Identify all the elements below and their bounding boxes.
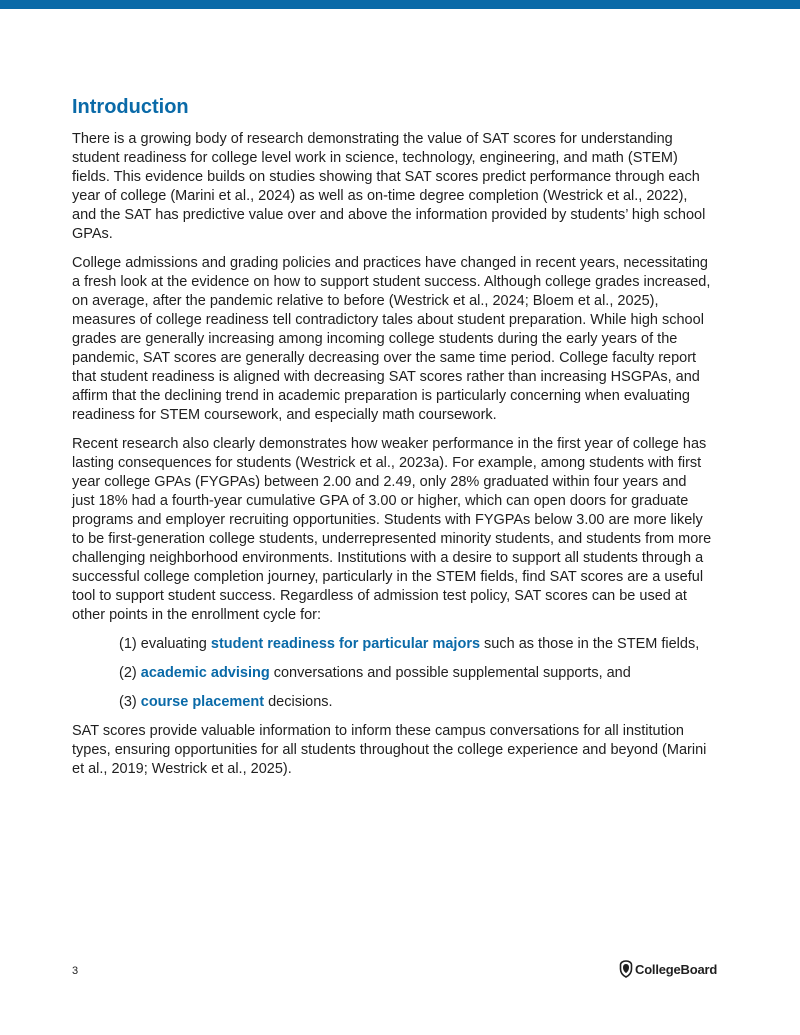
list-item-1 xyxy=(119,635,712,654)
section-heading: Introduction xyxy=(72,96,189,118)
top-accent-bar xyxy=(0,0,800,9)
list-item-highlight: student readiness for particular majors xyxy=(210,636,481,652)
list-item-2 xyxy=(119,664,712,683)
paragraph-1: There is a growing body of research demonstrating the value of SAT scores for understanding student readiness for college level work in science, technology, engineering, and math (STEM) fields. This evidence builds on studies showing that SAT scores predict performance through each year of college (Marini et al., 2024) as well as on-time degree completion (Westrick et al., 2022), and the SAT has predictive value over and above the information provided by students’ high school GPAs. xyxy=(72,131,706,242)
logo-wordmark: CollegeBoard xyxy=(635,961,718,977)
main-content xyxy=(72,93,712,789)
collegeboard-logo xyxy=(619,960,717,978)
list-item-suffix: such as those in the STEM fields, xyxy=(480,636,700,652)
paragraph-2: College admissions and grading policies and practices have changed in recent years, necessitating a fresh look at the evidence on how to support student success. Although college grades increased, on average, after the pandemic relative to before (Westrick et al., 2024; Bloem et al., 2025), measures of college readiness tell contradictory tales about student preparation. While high school grades are generally increasing among incoming college students during the early years of the pandemic, SAT scores are generally decreasing over the same time period. College faculty report that student readiness is aligned with decreasing SAT scores rather than increasing HSGPAs, and affirm that the declining trend in academic preparation is particularly concerning when evaluating readiness for STEM coursework, and especially math coursework. xyxy=(72,255,711,423)
list-item-suffix: decisions. xyxy=(264,694,333,710)
closing-paragraph: SAT scores provide valuable information to inform these campus conversations for all institution types, ensuring opportunities for all students throughout the college experience and beyond (Marini et al., 2019; Westrick et al., 2025). xyxy=(72,723,707,777)
list-item-prefix: (1) evaluating xyxy=(119,636,211,652)
list-item-highlight: course placement xyxy=(140,694,265,710)
list-item-suffix: conversations and possible supplemental supports, and xyxy=(269,665,631,681)
list-item-prefix: (3) xyxy=(119,694,141,710)
list-item-highlight: academic advising xyxy=(140,665,270,681)
list-item-3 xyxy=(119,693,712,712)
acorn-shield-icon xyxy=(619,960,633,978)
page-number: 3 xyxy=(72,965,79,977)
paragraph-3: Recent research also clearly demonstrates how weaker performance in the first year of college has lasting consequences for students (Westrick et al., 2023a). For example, among students with first year college GPAs (FYGPAs) between 2.00 and 2.49, only 28% graduated within four years and just 18% had a fourth-year cumulative GPA of 3.00 or higher, which can open doors for graduate programs and employer recruiting opportunities. Students with FYGPAs below 3.00 are more likely to be first-generation college students, underrepresented minority students, and students from more challenging neighborhood environments. Institutions with a desire to support all students through a successful college completion journey, particularly in the STEM fields, find SAT scores are a useful tool to support student success. Regardless of admission test policy, SAT scores can be used at other points in the enrollment cycle for: xyxy=(72,436,712,623)
list-item-prefix: (2) xyxy=(119,665,141,681)
